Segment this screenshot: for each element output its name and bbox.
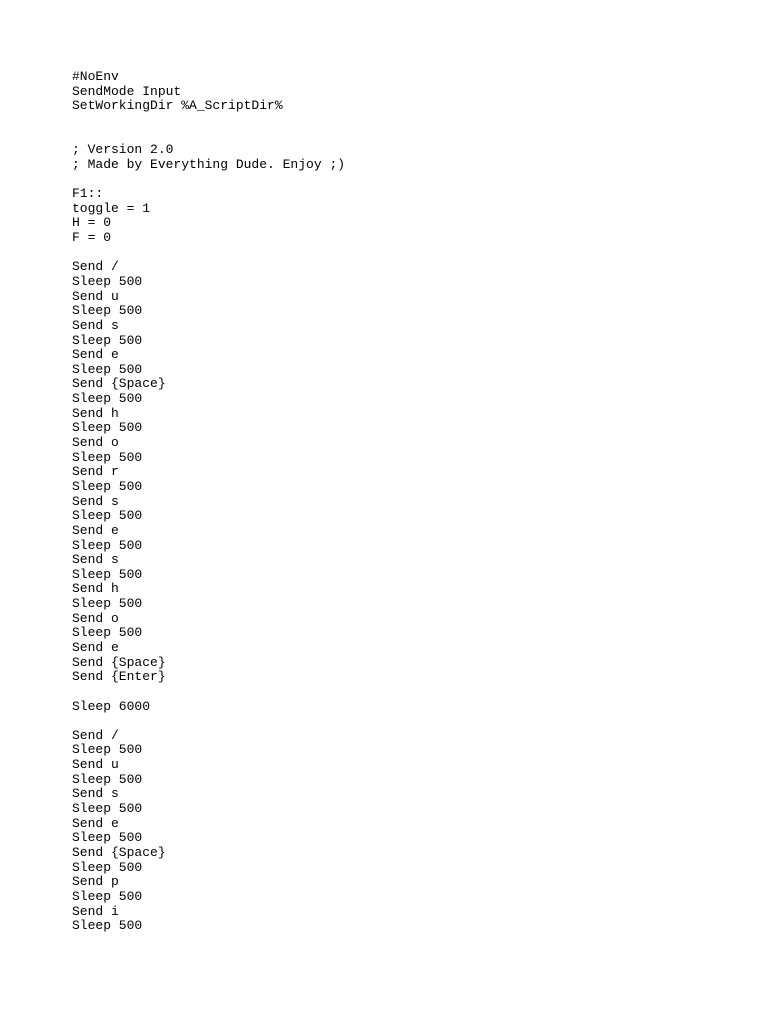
script-line: Send u: [72, 757, 119, 773]
script-line: Send s: [72, 552, 119, 568]
script-line: Send p: [72, 874, 119, 890]
blank-line: [72, 114, 752, 129]
script-line: Send {Space}: [72, 844, 166, 860]
script-line: Send h: [72, 581, 119, 597]
script-line: Sleep 500: [72, 742, 143, 758]
script-line: Send {Space}: [72, 654, 166, 670]
script-line: Send o: [72, 435, 119, 451]
script-line: Sleep 500: [72, 537, 143, 553]
script-line: Send u: [72, 288, 119, 304]
script-line: Send e: [72, 522, 119, 538]
script-line: Send e: [72, 639, 119, 655]
script-line: Sleep 500: [72, 918, 143, 934]
script-line: Sleep 500: [72, 449, 143, 465]
script-line: Sleep 500: [72, 566, 143, 582]
script-line: H = 0: [72, 215, 112, 231]
script-line: Sleep 500: [72, 888, 143, 904]
script-line: ; Version 2.0: [72, 142, 174, 158]
script-line: ; Made by Everything Dude. Enjoy ;): [72, 156, 346, 172]
script-line: Send e: [72, 347, 119, 363]
script-line: Sleep 500: [72, 361, 143, 377]
blank-line: [72, 172, 752, 187]
script-line: Send {Space}: [72, 376, 166, 392]
script-line: #NoEnv: [72, 69, 119, 84]
script-line: Sleep 500: [72, 332, 143, 348]
script-line: SendMode Input: [72, 83, 182, 99]
script-line: Sleep 500: [72, 830, 143, 846]
blank-line: [72, 246, 752, 261]
script-line: Sleep 500: [72, 303, 143, 319]
script-line: Sleep 500: [72, 391, 143, 407]
script-line: Send h: [72, 405, 119, 421]
script-line: Send e: [72, 815, 119, 831]
script-line: toggle = 1: [72, 200, 151, 216]
script-line: Sleep 500: [72, 420, 143, 436]
script-line: Send /: [72, 259, 119, 275]
script-line: Send i: [72, 903, 119, 919]
script-line: Send {Enter}: [72, 669, 166, 685]
script-line: Sleep 500: [72, 596, 143, 612]
blank-line: [72, 714, 752, 729]
script-line: Send s: [72, 493, 119, 509]
script-line: Send /: [72, 727, 119, 743]
script-line: Sleep 500: [72, 625, 143, 641]
script-line: Send s: [72, 317, 119, 333]
blank-line: [72, 129, 752, 144]
script-line: Sleep 500: [72, 478, 143, 494]
script-line: SetWorkingDir %A_ScriptDir%: [72, 98, 283, 114]
blank-line: [72, 685, 752, 700]
script-line: Send s: [72, 786, 119, 802]
script-line: Sleep 500: [72, 273, 143, 289]
script-line: Sleep 500: [72, 801, 143, 817]
script-line: F1::: [72, 186, 104, 202]
script-document: [72, 70, 752, 934]
script-line: F = 0: [72, 230, 112, 246]
script-line: Sleep 500: [72, 771, 143, 787]
script-line: Send o: [72, 610, 119, 626]
script-line: Sleep 500: [72, 859, 143, 875]
script-line: Sleep 500: [72, 508, 143, 524]
script-line: Send r: [72, 464, 119, 480]
script-line: Sleep 6000: [72, 698, 151, 714]
